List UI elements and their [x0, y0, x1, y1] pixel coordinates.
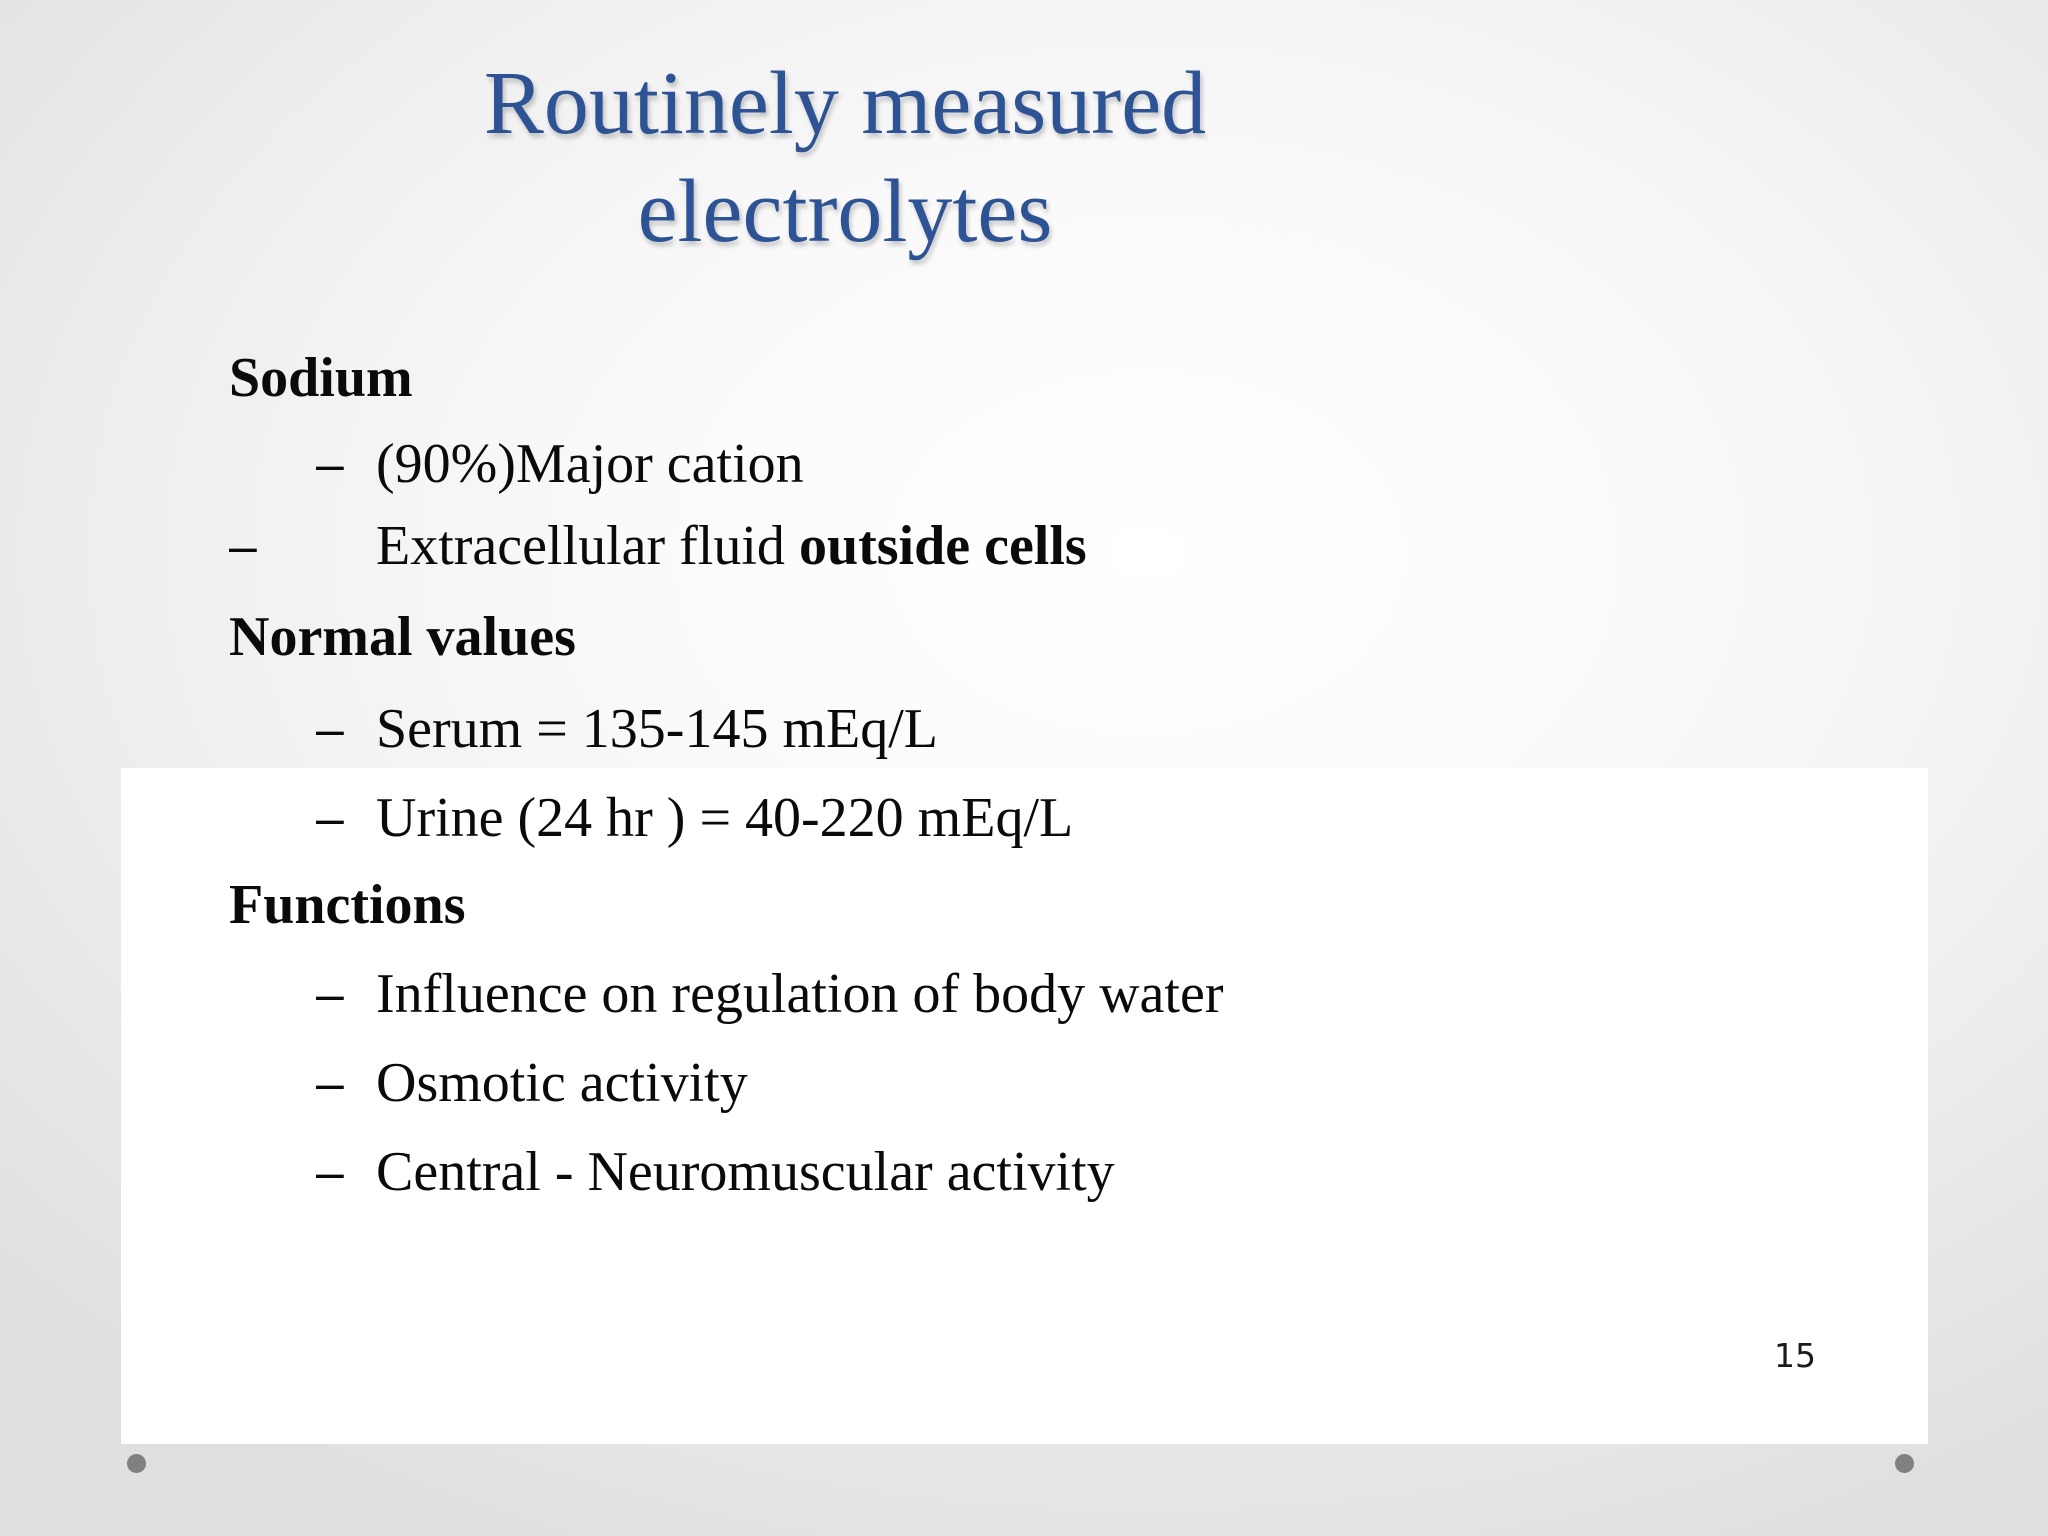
bullet-dash: –	[229, 518, 257, 574]
sodium-item-extracellular	[376, 514, 1087, 578]
corner-dot-left	[127, 1454, 146, 1473]
title-line-2: electrolytes	[637, 162, 1053, 261]
slide-title	[300, 50, 1390, 266]
outside-cells-text: outside cells	[798, 515, 1087, 577]
function-osmotic: Osmotic activity	[376, 1052, 748, 1114]
heading-normal-values: Normal values	[229, 606, 576, 668]
normal-value-urine: Urine (24 hr ) = 40-220 mEq/L	[376, 787, 1074, 849]
heading-functions: Functions	[229, 874, 466, 936]
bullet-dash: –	[316, 790, 344, 846]
corner-dot-right	[1895, 1454, 1914, 1473]
bullet-dash: –	[316, 1055, 344, 1111]
title-line-1: Routinely measured	[483, 54, 1207, 153]
bullet-dash: –	[316, 701, 344, 757]
function-body-water: Influence on regulation of body water	[376, 963, 1224, 1025]
bullet-dash: –	[316, 1144, 344, 1200]
bullet-dash: –	[316, 966, 344, 1022]
normal-value-serum: Serum = 135-145 mEq/L	[376, 698, 938, 760]
page-number: 15	[1774, 1336, 1816, 1375]
bullet-dash: –	[316, 436, 344, 492]
function-neuromuscular: Central - Neuromuscular activity	[376, 1141, 1115, 1203]
extracellular-text: Extracellular fluid	[376, 515, 799, 577]
sodium-item-major-cation: (90%)Major cation	[376, 433, 804, 495]
heading-sodium: Sodium	[229, 347, 413, 409]
